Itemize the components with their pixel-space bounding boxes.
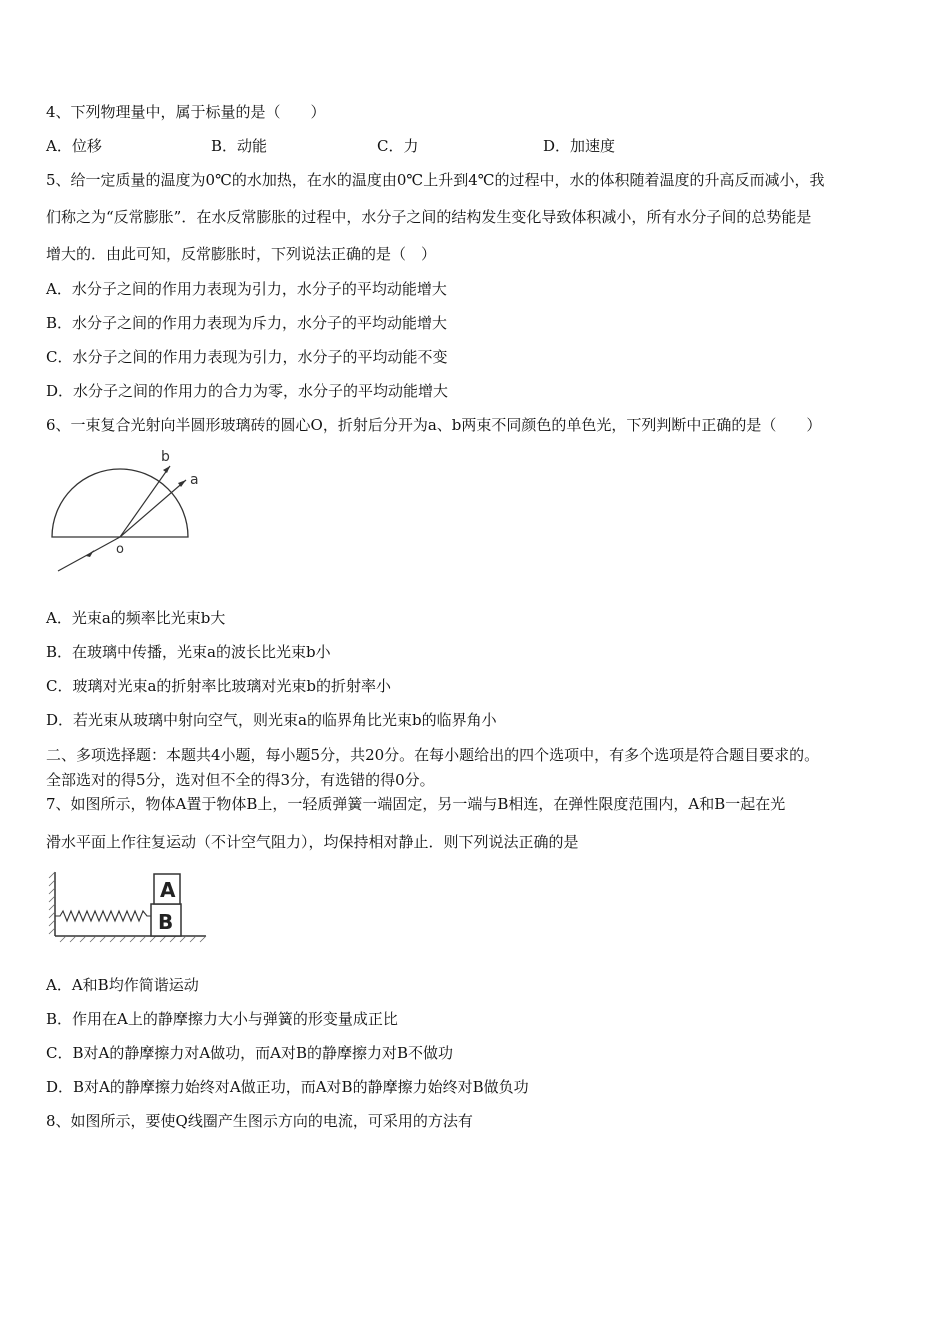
label-block-a: A — [160, 878, 176, 902]
incident-arrow — [86, 550, 94, 557]
ray-b-arrow — [163, 466, 170, 473]
q7-option-c: C．B对A的静摩擦力对A做功，而A对B的静摩擦力对B不做功 — [46, 1044, 454, 1062]
label-block-b: B — [158, 910, 174, 934]
question-7-stem-line-2: 滑水平面上作往复运动（不计空气阻力），均保持相对静止．则下列说法正确的是 — [46, 833, 579, 851]
q6-option-b: B．在玻璃中传播，光束a的波长比光束b小 — [46, 643, 331, 661]
question-5-stem-line-3: 增大的．由此可知，反常膨胀时，下列说法正确的是（ ） — [46, 245, 437, 263]
question-5-stem-line-1: 5、给一定质量的温度为0℃的水加热，在水的温度由0℃上升到4℃的过程中，水的体积随着温度的升高反而减小，我 — [46, 171, 825, 189]
floor-hatching — [60, 936, 206, 942]
q4-option-a: A．位移 — [46, 137, 102, 155]
q7-option-a: A．A和B均作简谐运动 — [46, 976, 199, 994]
question-6-stem: 6、一束复合光射向半圆形玻璃砖的圆心O，折射后分开为a、b两束不同颜色的单色光，下列判断中正确的是（ ） — [46, 416, 822, 434]
q4-option-c: C．力 — [377, 137, 419, 155]
label-a: a — [190, 472, 199, 488]
question-4-stem: 4、下列物理量中，属于标量的是（ ） — [46, 103, 326, 121]
q7-option-d: D．B对A的静摩擦力始终对A做正功，而A对B的静摩擦力始终对B做负功 — [46, 1078, 529, 1096]
q5-option-b: B．水分子之间的作用力表现为斥力，水分子的平均动能增大 — [46, 314, 448, 332]
spring — [55, 911, 151, 921]
q5-option-a: A．水分子之间的作用力表现为引力，水分子的平均动能增大 — [46, 280, 447, 298]
q6-option-c: C．玻璃对光束a的折射率比玻璃对光束b的折射率小 — [46, 677, 392, 695]
question-8-stem: 8、如图所示，要使Q线圈产生图示方向的电流，可采用的方法有 — [46, 1112, 473, 1130]
q6-option-a: A．光束a的频率比光束b大 — [46, 609, 226, 627]
section-2-heading-line-1: 二、多项选择题：本题共4小题，每小题5分，共20分。在每小题给出的四个选项中，有多个选项是符合题目要求的。 — [46, 746, 820, 764]
q6-option-d: D．若光束从玻璃中射向空气，则光束a的临界角比光束b的临界角小 — [46, 711, 497, 729]
label-o: o — [116, 542, 124, 557]
spring-blocks-figure — [46, 866, 211, 946]
glass-semicircle — [52, 469, 188, 537]
ray-a — [120, 480, 186, 537]
question-4-options — [46, 136, 906, 156]
q4-option-d: D．加速度 — [543, 137, 616, 155]
question-7-stem-line-1: 7、如图所示，物体A置于物体B上，一轻质弹簧一端固定，另一端与B相连，在弹性限度范围内，A和B一起在光 — [46, 795, 786, 813]
q5-option-d: D．水分子之间的作用力的合力为零，水分子的平均动能增大 — [46, 382, 449, 400]
q7-option-b: B．作用在A上的静摩擦力大小与弹簧的形变量成正比 — [46, 1010, 398, 1028]
ray-b — [120, 466, 170, 537]
wall-hatching — [49, 872, 55, 934]
semicircle-refraction-figure — [46, 446, 216, 581]
question-5-stem-line-2: 们称之为“反常膨胀”．在水反常膨胀的过程中，水分子之间的结构发生变化导致体积减小，所有水分子间的总势能是 — [46, 208, 812, 226]
q4-option-b: B．动能 — [211, 137, 268, 155]
q5-option-c: C．水分子之间的作用力表现为引力，水分子的平均动能不变 — [46, 348, 448, 366]
label-b: b — [161, 449, 170, 465]
section-2-heading-line-2: 全部选对的得5分，选对但不全的得3分，有选错的得0分。 — [46, 771, 435, 789]
